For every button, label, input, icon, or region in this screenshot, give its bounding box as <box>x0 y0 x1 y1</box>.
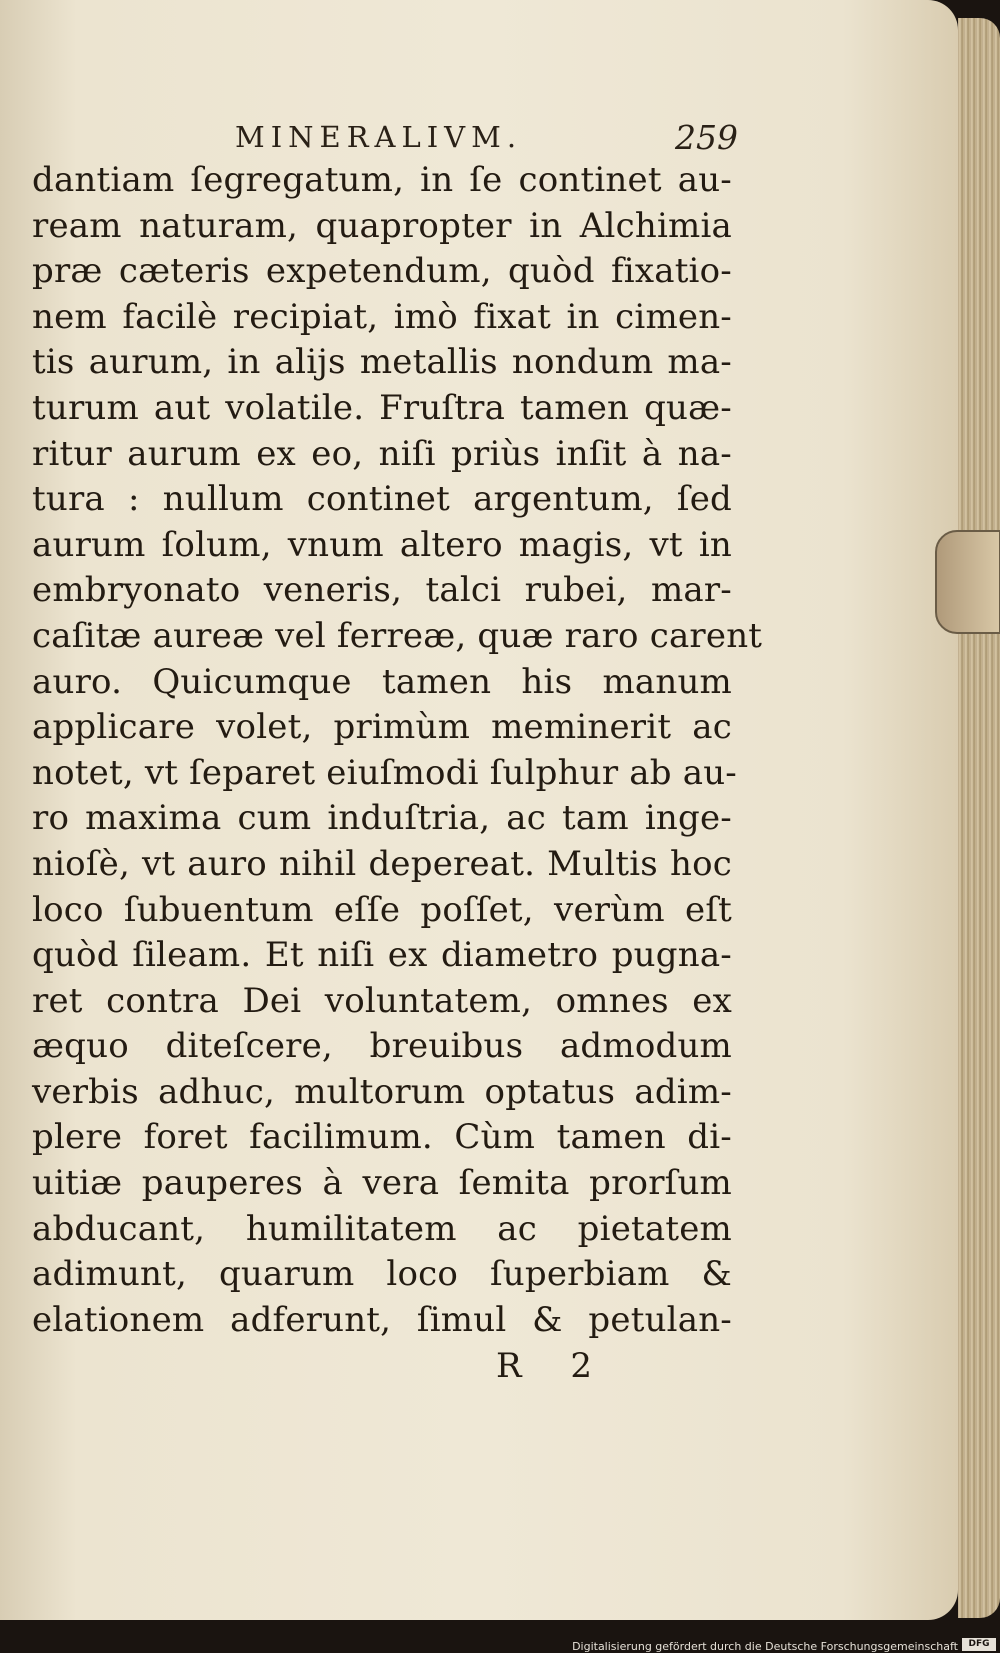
text-line: ritur aurum ex eo, niſi priùs inſit à na- <box>32 433 732 474</box>
text-line: applicare volet, primùm meminerit ac <box>32 707 732 748</box>
text-line: embryonato veneris, talci rubei, mar- <box>32 570 732 611</box>
text-line: turum aut volatile. Fruſtra tamen quæ- <box>32 387 732 428</box>
text-line: tis aurum, in alijs metallis nondum ma- <box>32 342 732 383</box>
page-number: 259 <box>675 118 738 157</box>
text-line: nem facilè recipiat, imò fixat in cimen- <box>32 296 732 337</box>
text-line: quòd ſileam. Et niſi ex diametro pugna- <box>32 935 732 976</box>
text-line: loco ſubuentum eſſe poſſet, verùm eſt <box>32 889 732 930</box>
dfg-logo: DFG <box>962 1638 996 1651</box>
signature-mark: R 2 <box>496 1346 593 1386</box>
text-line: tura : nullum continet argentum, ſed <box>32 479 732 520</box>
text-line: plere foret facilimum. Cùm tamen di- <box>32 1117 732 1158</box>
text-line: ro maxima cum induſtria, ac tam inge- <box>32 798 732 839</box>
text-line: elationem adferunt, ſimul & petulan- <box>32 1299 732 1340</box>
text-line: aurum ſolum, vnum altero magis, vt in <box>32 524 732 565</box>
text-line: caſitæ aureæ vel ferreæ, quæ raro carent <box>32 615 763 656</box>
text-line: dantiam ſegregatum, in ſe continet au- <box>32 160 732 200</box>
page-edges <box>958 18 1000 1618</box>
text-line: præ cæteris expetendum, quòd fixatio- <box>32 251 732 292</box>
text-line: uitiæ pauperes à vera ſemita prorſum <box>32 1163 732 1204</box>
text-line: nioſè, vt auro nihil depereat. Multis hoc <box>32 843 732 884</box>
text-line: ret contra Dei voluntatem, omnes ex <box>32 980 732 1021</box>
book-clasp <box>935 530 1000 634</box>
text-line: abducant, humilitatem ac pietatem <box>32 1208 732 1249</box>
text-line: verbis adhuc, multorum optatus adim- <box>32 1071 732 1112</box>
digitization-credit: Digitalisierung gefördert durch die Deutsche Forschungsgemeinschaft <box>572 1640 958 1653</box>
body-text <box>32 158 763 1343</box>
text-line: ream naturam, quapropter in Alchimia <box>32 205 732 246</box>
text-line: æquo diteſcere, breuibus admodum <box>32 1026 732 1067</box>
text-line: adimunt, quarum loco ſuperbiam & <box>32 1254 732 1295</box>
text-line: notet, vt ſeparet eiuſmodi ſulphur ab au- <box>32 752 738 793</box>
running-head: MINERALIVM. <box>235 120 523 154</box>
text-line: auro. Quicumque tamen his manum <box>32 661 732 702</box>
